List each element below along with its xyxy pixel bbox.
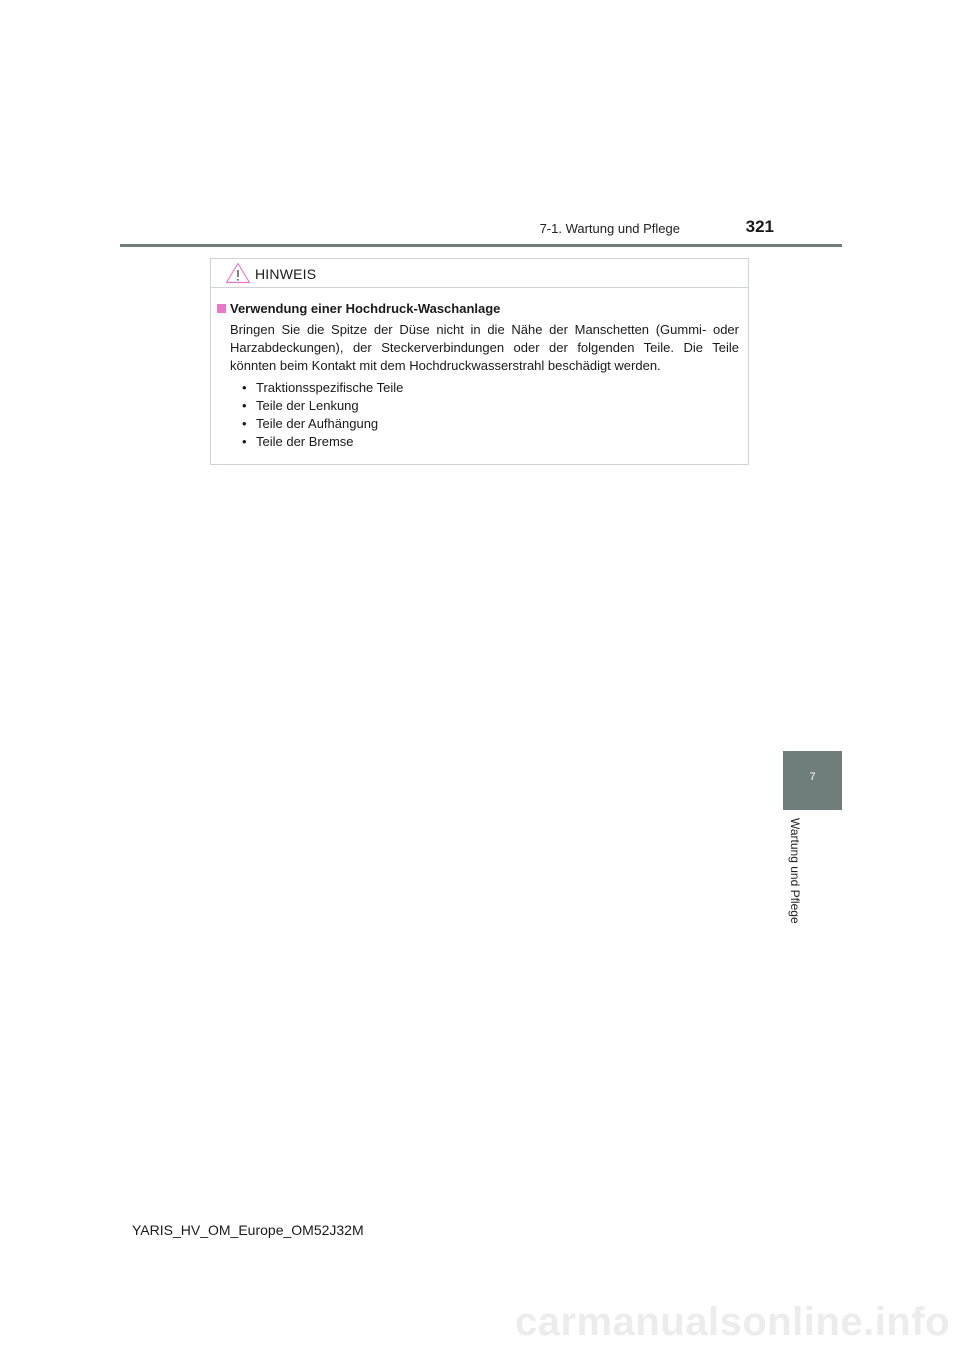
- section-heading: Verwendung einer Hochdruck-Waschanlage: [230, 301, 501, 316]
- chapter-number: 7: [809, 771, 816, 783]
- header-divider: [120, 244, 842, 247]
- footer-document-id: YARIS_HV_OM_Europe_OM52J32M: [132, 1222, 364, 1238]
- list-item-text: Teile der Bremse: [256, 434, 354, 449]
- warning-triangle-icon: [225, 262, 251, 284]
- notice-paragraph: Bringen Sie die Spitze der Düse nicht in die Nähe der Manschetten (Gummi- oder Harzabdeckungen), der Steckerverbindungen oder der folgenden Teile. Die Teile könnten beim Kontakt mit dem Hochdruckwasserstrahl beschädigt werden.: [230, 322, 739, 373]
- bullet-list: [242, 379, 403, 451]
- list-item: [242, 415, 403, 433]
- list-item-text: Teile der Aufhängung: [256, 416, 379, 431]
- list-item-text: Teile der Lenkung: [256, 398, 359, 413]
- bullet-icon: •: [242, 416, 247, 431]
- section-heading-row: [217, 301, 737, 316]
- list-item: [242, 433, 403, 451]
- chapter-tab: [783, 751, 842, 810]
- bullet-icon: •: [242, 398, 247, 413]
- pink-square-icon: [217, 304, 226, 313]
- header-section-title: 7-1. Wartung und Pflege: [539, 221, 680, 236]
- list-item: [242, 397, 403, 415]
- list-item: [242, 379, 403, 397]
- chapter-side-label: Wartung und Pflege: [788, 818, 802, 924]
- notice-title: HINWEIS: [255, 266, 317, 282]
- page-number: 321: [745, 217, 774, 236]
- bullet-icon: •: [242, 434, 247, 449]
- notice-box: [210, 258, 749, 465]
- watermark: carmanualsonline.info: [514, 1300, 950, 1344]
- bullet-icon: •: [242, 380, 247, 395]
- notice-header: [211, 259, 748, 288]
- list-item-text: Traktionsspezifische Teile: [256, 380, 404, 395]
